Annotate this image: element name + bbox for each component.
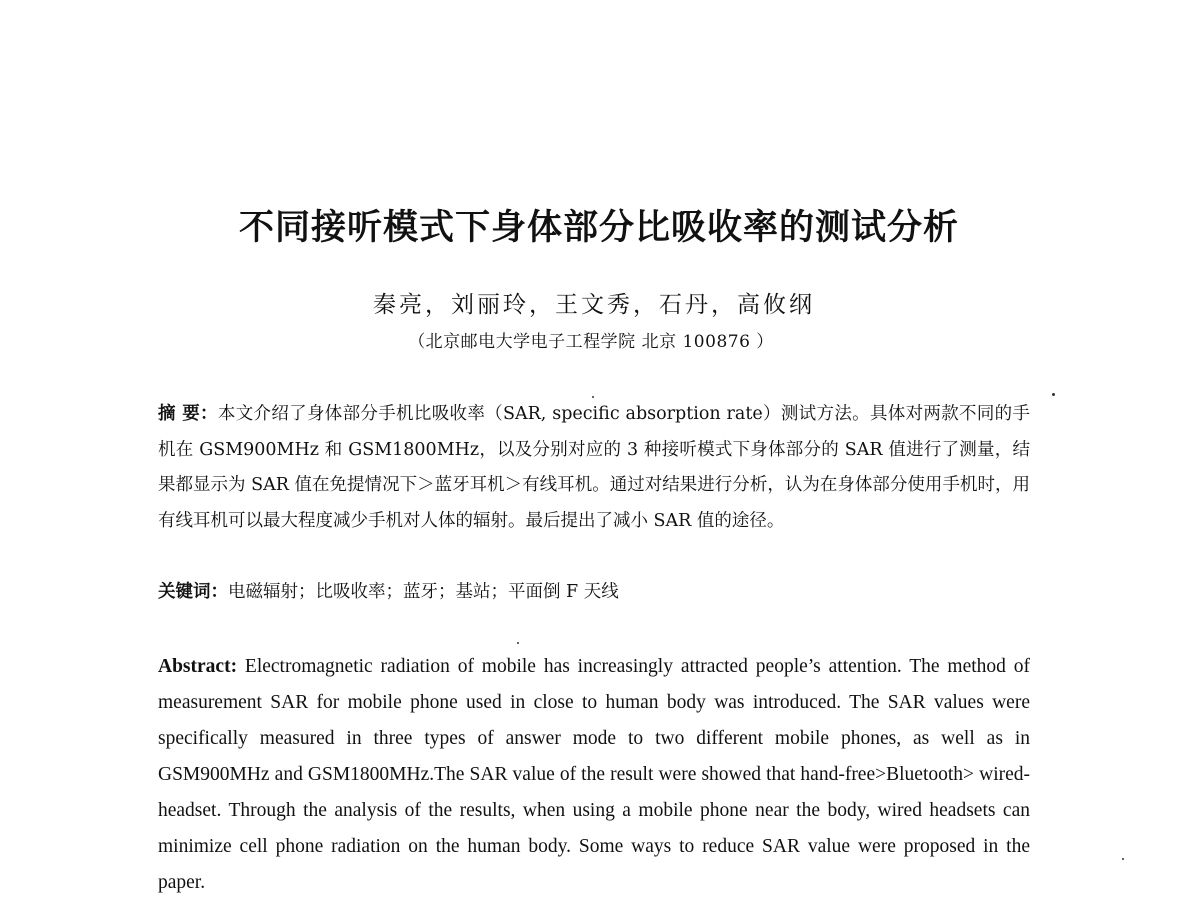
- scan-speck: [517, 642, 519, 644]
- abstract-chinese-text: 本文介绍了身体部分手机比吸收率（SAR, specific absorption rate）测试方法。具体对两款不同的手机在 GSM900MHz 和 GSM1800MHz，以及分别对应的 3 种接听模式下身体部分的 SAR 值进行了测量，结果都显示为 SAR 值在免提情况下＞蓝牙耳机＞有线耳机。通过对结果进行分析，认为在身体部分使用手机时，用有线耳机可以最大程度减少手机对人体的辐射。最后提出了减小 SAR 值的途径。: [158, 404, 1031, 531]
- abstract-english-text: Electromagnetic radiation of mobile has increasingly attracted people’s attention. The method of measurement SAR for mobile phone used in close to human body was introduced. The SAR values were specifically measured in three types of answer mode to two different mobile phones, as well as in GSM900MHz and GSM1800MHz.The SAR value of the result were showed that hand-free>Bluetooth> wired-headset. Through the analysis of the results, when using a mobile phone near the body, wired headsets can minimize cell phone radiation on the human body. Some ways to reduce SAR value were proposed in the paper.: [158, 656, 1030, 893]
- author-list: 秦亮，刘丽玲，王文秀，石丹，高攸纲: [373, 292, 815, 318]
- abstract-english: [158, 649, 1030, 901]
- scan-speck: [592, 396, 594, 398]
- paper-title: 不同接听模式下身体部分比吸收率的测试分析: [238, 208, 959, 248]
- abstract-chinese: [158, 397, 1030, 539]
- scan-speck: [1052, 393, 1055, 396]
- keywords-text: 电磁辐射；比吸收率；蓝牙；基站；平面倒 F 天线: [228, 582, 619, 602]
- affiliation: （北京邮电大学电子工程学院 北京 100876 ）: [408, 332, 774, 352]
- keywords-label: 关键词：: [158, 582, 228, 602]
- abstract-english-label: Abstract:: [158, 656, 238, 677]
- scan-speck: [1122, 858, 1124, 860]
- keywords-chinese: [158, 575, 1030, 611]
- abstract-chinese-label: 摘 要：: [158, 404, 218, 424]
